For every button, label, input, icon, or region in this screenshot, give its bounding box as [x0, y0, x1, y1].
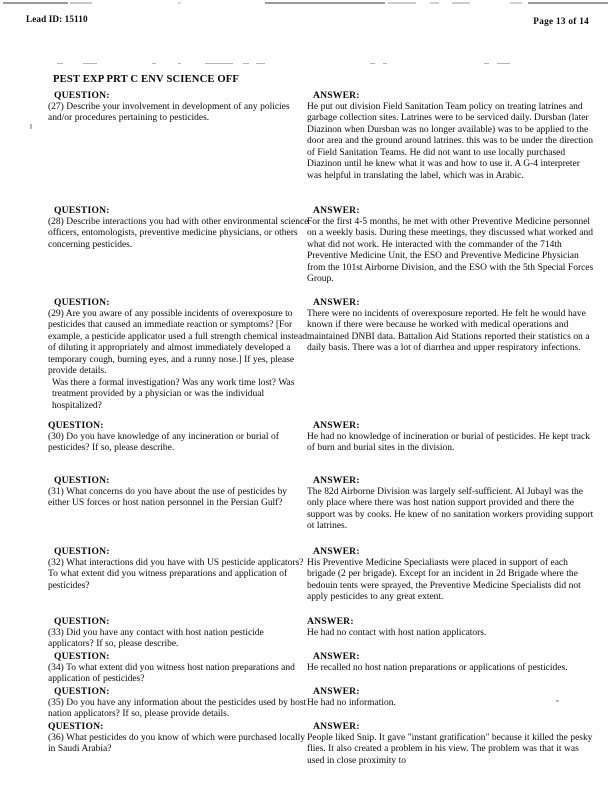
answer-block-28	[307, 205, 595, 286]
answer-text: His Preventive Medicine Specialiasts were placed in support of each brigade (2 per brigade). Except for an incident in 2d Brigade where the bedouin tents were sprayed, the Preventive Medicine Specialists did not apply pesticides to any great extent.	[307, 557, 581, 603]
answer-text: People liked Snip. It gave "instant gratification" because it killed the pesky flies. It also created a problem in his view. The problem was that it was used in close proximity to	[307, 732, 593, 766]
scan-speckle	[484, 63, 489, 64]
scan-speckle	[383, 63, 387, 64]
question-block-34	[48, 651, 310, 686]
question-block-36	[48, 721, 310, 756]
answer-text: He had no information.	[307, 697, 396, 708]
answer-label: ANSWER:	[313, 686, 360, 697]
question-block-31	[48, 475, 310, 510]
scan-speckle	[256, 63, 265, 64]
question-block-29	[48, 297, 310, 413]
answer-text: He recalled no host nation preparations or applications of pesticides.	[307, 662, 568, 673]
question-label: QUESTION:	[54, 297, 110, 308]
question-followup-text: Was there a formal investigation? Was any work time lost? Was treatment provided by a physician or was the individual hospitalized?	[52, 377, 295, 411]
answer-text: For the first 4-5 months, he met with other Preventive Medicine personnel on a weekly basis. During these meetings, they discussed what worked and what did not work. He interacted with the commander of the 714th Preventive Medicine Unit, the ESO and Preventive Medicine Physician from the 101st Airborne Division, and the ESO with the 5th Special Forces Group.	[307, 216, 594, 285]
answer-text: He put out division Field Sanitation Team policy on treating latrines and garbage collection sites. Latrines were to be serviced daily. Dursban (later Diazinon when Dursban was no longer available) was to be applied to the door area and the ground around latrines. this was to be under the direction of Field Sanitation Teams. He did not want to use locally purchased Diazinon until he knew what it was and how to use it. A G-4 interpreter was helpful in translating the label, which was in Arabic.	[307, 101, 593, 181]
answer-block-32	[307, 546, 595, 604]
answer-label: ANSWER:	[313, 475, 360, 486]
scan-speckle	[152, 63, 156, 64]
answer-label: ANSWER:	[313, 721, 360, 732]
question-text: (36) What pesticides do you know of which were purchased locally in Saudi Arabia?	[48, 732, 305, 755]
answer-block-35	[307, 686, 595, 709]
answer-label: ANSWER:	[313, 651, 360, 662]
page-number: Page 13 of 14	[533, 16, 589, 26]
question-text: (31) What concerns do you have about the use of pesticides by either US forces or host nation personnel in the Persian Gulf?	[48, 486, 288, 509]
answer-text: He had no contact with host nation applicators.	[307, 627, 487, 638]
question-label: QUESTION:	[54, 475, 110, 486]
answer-block-33	[307, 616, 595, 639]
question-label: QUESTION:	[54, 686, 110, 697]
answer-block-27	[307, 90, 595, 182]
answer-block-31	[307, 475, 595, 533]
question-text: (27) Describe your involvement in development of any policies and/or procedures pertaining to pesticides.	[48, 101, 290, 124]
answer-label: ANSWER:	[313, 205, 360, 216]
answer-block-34	[307, 651, 595, 674]
answer-label: ANSWER:	[313, 297, 360, 308]
answer-block-30	[307, 420, 595, 455]
question-text: (34) To what extent did you witness host nation preparations and application of pesticides?	[48, 662, 295, 685]
scan-speckle	[178, 63, 181, 64]
question-label: QUESTION:	[48, 420, 104, 431]
question-text: (30) Do you have knowledge of any incineration or burial of pesticides? If so, please describe.	[48, 431, 279, 454]
question-label: QUESTION:	[54, 546, 110, 557]
question-text: (29) Are you aware of any possible incidents of overexposure to pesticides that caused an immediate reaction or symptoms? [For example, a pesticide applicator used a full strength chemical instead of diluting it appropriately and almost immediately developed a temporary cough, burning eyes, and a runny nose.] If yes, please provide details.	[48, 308, 307, 377]
scan-speckle	[57, 63, 63, 64]
answer-label: ANSWER:	[307, 616, 354, 627]
scan-speckle	[30, 124, 32, 129]
question-label: QUESTION:	[54, 616, 110, 627]
question-label: QUESTION:	[54, 205, 110, 216]
question-label: QUESTION:	[54, 90, 110, 101]
question-block-28	[48, 205, 310, 251]
answer-block-36	[307, 721, 595, 767]
answer-text: There were no incidents of overexposure reported. He felt he would have known if there were because he worked with medical operations and maintained DNBI data. Battalion Aid Stations reported their statistics on a daily basis. There was a lot of diarrhea and upper respiratory infections.	[307, 308, 590, 354]
question-block-27	[48, 90, 310, 125]
answer-label: ANSWER:	[313, 90, 360, 101]
answer-label: ANSWER:	[313, 546, 360, 557]
answer-text: He had no knowledge of incineration or burial of pesticides. He kept track of burn and burial sites in the division.	[307, 431, 590, 454]
question-text: (33) Did you have any contact with host nation pesticide applicators? If so, please describe.	[48, 627, 264, 650]
scan-artifact-top	[0, 2, 611, 5]
question-text: (35) Do you have any information about the pesticides used by host nation applicators? If so, please provide details.	[48, 697, 307, 720]
page-header	[0, 14, 611, 30]
question-block-32	[48, 546, 310, 592]
question-block-30	[48, 420, 310, 455]
question-text: (32) What interactions did you have with US pesticide applicators? To what extent did you witness preparations and application of pesticides?	[48, 557, 304, 591]
scan-speckle	[370, 63, 375, 64]
answer-text: The 82d Airborne Division was largely self-sufficient. Al Jubayl was the only place where there was host nation support provided and there the support was by cooks. He knew of no sanitation workers providing support ot latrines.	[307, 486, 594, 532]
scan-speckle	[243, 63, 249, 64]
scan-speckle	[497, 63, 510, 64]
page-title: PEST EXP PRT C ENV SCIENCE OFF	[53, 74, 240, 85]
question-block-35	[48, 686, 310, 721]
answer-label: ANSWER:	[313, 420, 360, 431]
scan-speckle	[83, 63, 97, 64]
question-text: (28) Describe interactions you had with other environmental science officers, entomologists, preventive medicine physicians, or others concerning pesticides.	[48, 216, 309, 250]
lead-id: Lead ID: 15110	[26, 14, 88, 24]
question-label: QUESTION:	[48, 721, 104, 732]
question-block-33	[48, 616, 310, 651]
answer-block-29	[307, 297, 595, 355]
question-label: QUESTION:	[54, 651, 110, 662]
scan-speckle	[205, 63, 233, 64]
